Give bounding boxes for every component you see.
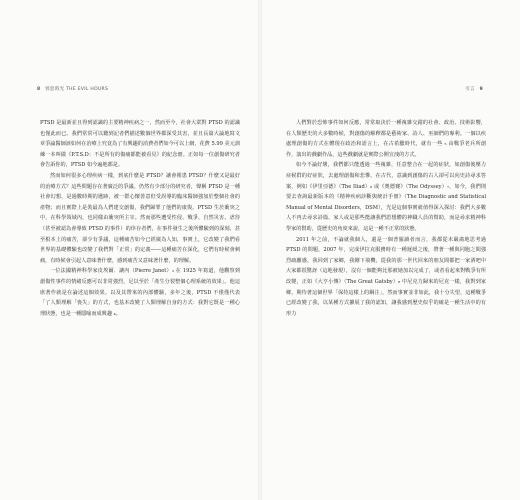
right-page-header [465, 86, 486, 92]
book-title: 邪惡時光 THE EVIL HOURS [45, 87, 109, 92]
paragraph: PTSD 是最新並且得到認識的主要精神疾病之一，然而至今，社會大眾對 PTSD 的認識也僅此而已。我們常常可以聽到記者們描述數個世界都深受其害，並且長篇大論地寫文章爭論醫師該如何在治療上究竟為了有興趣的消費者們如今可以上網，花費 5.99 美元訓練一本叫做《P.T.S.D：不是所有的傷痛都能被看見》的紀念冊。正如每一位創傷研究者會告訴你的，PTSD 如今遍地都是。 [40, 120, 240, 169]
right-page-body [286, 118, 486, 319]
paragraph: 2011 年之前，不論就我個人，還是一個普羅讀者而言，我都從未嚴肅地思考過 PTSD 的問題，2007 年，完成伊拉克服務時有一種遲緩之後，帶著一種與同胞之間強烈疏離感，我回到了家鄉，我剛下飛機，從我的那一世代回來的朋友間都把一家酒吧中大家都很驚訝（這地發現），沒有一個能夠比那被她加以完成了，或者看起來對戰爭有所改變，正如《大亨小傳》（The Great Gatsby）₈ 中尼克力歸來的尼克一樣，我對到家鄉，期待著這個世界「保持這樣上的鋼注」，然而事實並非如此，我十分失望，這種戰爭已經改變了我，以某種方式擴展了我的認知，讓我感到歷史似乎的確是一種生活中的有形力 [286, 236, 486, 317]
section-title: 引言 [465, 87, 475, 92]
book-gutter [258, 0, 262, 500]
paragraph: 然而如何很多心理疾病一樣，到底什麼是 PTSD？讓會罹患 PTSD？什麼又是最好的治療方式？這些問題存在著廣泛的爭議。仍然有少部分的研究者，聲稱 PTSD 是一種社會幻想，是過數時期的遺跡，被一群心懷善意但受誤導的臨床醫師強加於整個社會的產物；而且實際上是裝最為人們建交創傷，我們歸罪了他們的康復。PTSD 生於衝突之中，在科學領域內，也同樣由衝突所主宰。然而那些遭受性侵、戰爭、自然災害、虐待（甚至被認為會導致 PTSD 的事件）的倖存者們，在事件發生之後所體驗到的深刻、甚至根本上的痛苦，卻少有爭議，這種痛苦如今已經廣為人知，事實上，它改變了我們看世界的基礎體驗也改變了我們對「正常」的定義——這種痛苦在深化，它們有時候會刺痛，有時候會引起人意味著什麼，感到痛苦又意味著什麼，的理解。 [40, 172, 240, 264]
paragraph: 人們對於恐怖事件如何反應，常常取決於一種複雜交錯的社會、政治、技術影響，在人類歷史的大多數時候，對創傷的解釋都是藝術家、詩人、巫師們的專利。一個以疾處理創傷的方式在體現在政治和語言上，在古希臘時代，就有一些 ₅ 由戰爭老兵所創作，演出的戲劇作品，這些戲劇就是實際公開宣洩的方式。 [286, 120, 486, 158]
left-page-body [40, 118, 240, 319]
left-page-number: 8 [37, 87, 41, 92]
paragraph: 如今不論好壞，我們都只能透過一些複雜，任意整合在一起的症狀，如創傷後壓力症候群的好症狀，去處理創傷和悲慘，在古代，意識到創傷的古人卻可以向史詩尋求答案，例如《伊里亞德》（The Iliad）₆ 或《奧德賽》（The Odyssey）₇，如今，我們則要去查詢最新版本的《精神疾病診斷與統計手冊》（The Diagnostic and Statistical Manual of Mental Disorders，DSM），光是這個事實就值得深入探討：我們大多數人不再去尋求詩篇、家人或是那些能讓我們恩想體的神職人員的幫助，而是尋求精神科學家的幫助，從歷史的角度來說，這是一種不正常的狀態。 [286, 162, 486, 232]
paragraph: 一位法國精神科學家皮埃爾．讓內（Pierre Janet）₃ 在 1925 年寫道，他觀察到創傷性事件的情緒反應可以非常強烈，足以至於「產生分裂整個心理系統的效果」。他這席著作就是在論述這個效果。以及其帶來的內部體驗，多年之後，PTSD 不僅僅代表「了人類理解「喪失」的方式，也基本改變了人類理解自身的方式：我對它既是一種心理狀態，也是一種隱喻而成興趣 ₄。 [40, 268, 240, 317]
left-page-header [34, 86, 108, 92]
right-page-number: 9 [479, 87, 483, 92]
